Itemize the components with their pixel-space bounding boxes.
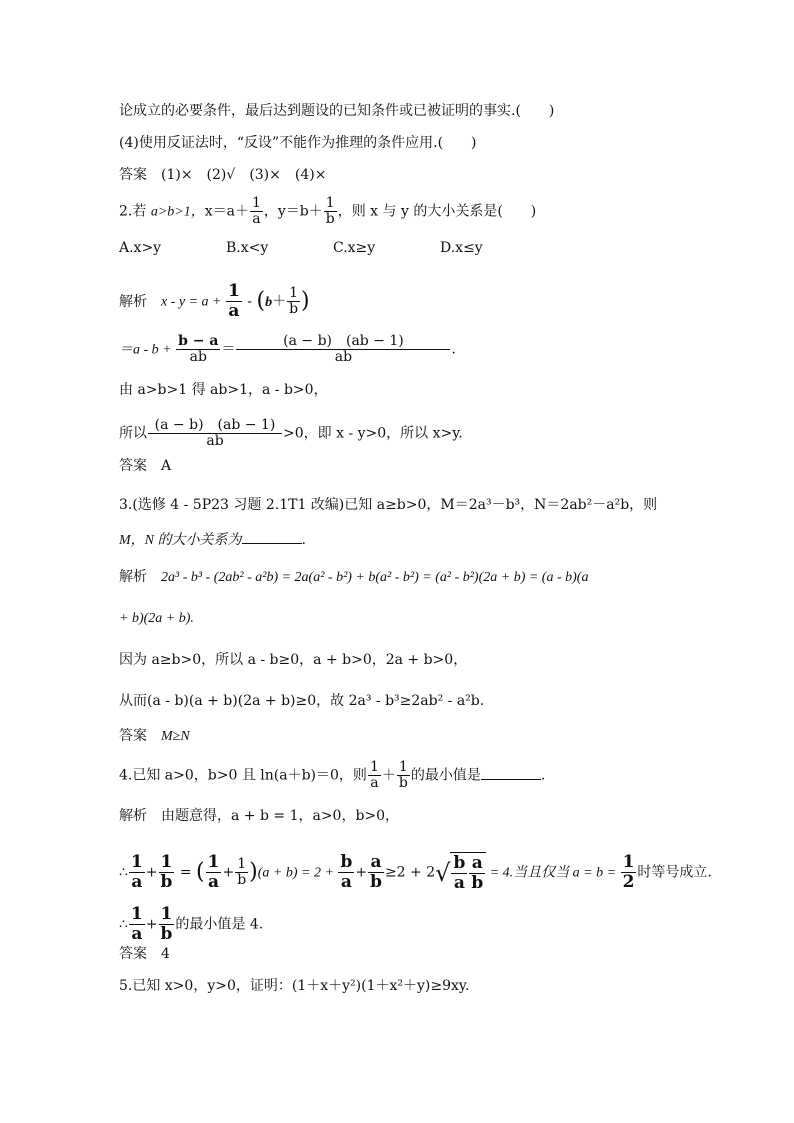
fraction: $\frac{1}{b}$	[398, 759, 408, 791]
q2-y-eq: ，y＝b＋	[263, 203, 323, 220]
text-line: (4)使用反证法时，“反设”不能作为推理的条件应用.( )	[119, 135, 477, 151]
fraction: $\frac{1}{b}$	[160, 904, 173, 944]
q4-solution-3: ∴ $\frac{1}{a}$ + $\frac{1}{b}$ 的最小值是 4.	[119, 904, 264, 944]
q2-options	[119, 238, 547, 258]
option-b: B.x<y	[226, 240, 269, 256]
fraction: $\frac{b}{a}$	[340, 852, 353, 892]
solution-label: 解析	[119, 293, 147, 310]
fraction: $\frac{1}{a}$	[251, 195, 261, 227]
text-line: 论成立的必要条件，最后达到题设的已知条件或已被证明的事实.( )	[119, 103, 555, 119]
answer-text: M≥N	[161, 729, 190, 744]
q2-solution-1: 解析 x - y = a + $\frac{1}{a}$ - (b＋ $\frac{1}{b}$ )	[119, 281, 310, 321]
answer-label: 答案	[119, 946, 147, 962]
q3-solution-1: 解析 2a³ - b³ - (2ab² - a²b) = 2a(a² - b²) + b(a² - b²) = (a² - b²)(2a + b) = (a - b)(a	[119, 569, 589, 585]
q2-x-eq: x＝a＋	[204, 203, 249, 220]
q4-solution-2: ∴ $\frac{1}{a}$ + $\frac{1}{b}$ = ( $\frac{1}{a}$ + $\frac{1}{b}$ )(a + b) = 2 + $\frac{b}{a}$ + $\frac{a}{b}$ ≥2 + 2√ $\frac{b}{a}$ $\frac{a}{b}$ = 4.当且仅当 a = b = $\frac{1}{2}$ 时等号成立.	[119, 852, 712, 893]
fraction: $\frac{1}{a}$	[130, 852, 143, 892]
question-4: 4.已知 a>0，b>0 且 ln(a＋b)＝0，则 $\frac{1}{a}$ ＋ $\frac{1}{b}$ 的最小值是 .	[119, 759, 546, 791]
solution-label: 解析	[119, 808, 147, 824]
q3-solution-2: + b)(2a + b).	[119, 611, 194, 626]
answer-label: 答案	[119, 167, 147, 183]
question-3-line-2: M，N 的大小关系为 .	[119, 529, 306, 551]
q2-solution-2: ＝a - b + $\frac{b - a}{ab}$ ＝ $\frac{(a - b) (ab - 1)}{ab}$ .	[119, 333, 456, 365]
question-5: 5.已知 x>0，y>0，证明：(1＋x＋y²)(1＋x²＋y)≥9xy.	[119, 978, 470, 994]
sqrt: √ $\frac{b}{a}$ $\frac{a}{b}$	[435, 852, 486, 893]
answer-line	[119, 456, 171, 476]
answer-line	[119, 726, 190, 747]
fraction: $\frac{b - a}{ab}$	[178, 333, 219, 365]
answer-text: 4	[161, 946, 170, 962]
q3-solution-3: 因为 a≥b>0，所以 a - b≥0，a + b>0，2a + b>0，	[119, 652, 468, 668]
fraction: $\frac{1}{b}$	[160, 852, 173, 892]
fraction: $\frac{(a - b) (ab - 1)}{ab}$	[148, 418, 282, 449]
q3-solution-4: 从而(a - b)(a + b)(2a + b)≥0，故 2a³ - b³≥2ab² - a²b.	[119, 693, 485, 709]
fraction: $\frac{1}{2}$	[622, 852, 635, 892]
fraction: $\frac{1}{a}$	[369, 759, 379, 791]
answer-label: 答案	[119, 728, 147, 744]
question-3: 3.(选修 4 - 5P23 习题 2.1T1 改编)已知 a≥b>0，M＝2a³－b³，N＝2ab²－a²b，则	[119, 497, 658, 513]
option-a: A.x>y	[119, 240, 162, 256]
fraction: $\frac{1}{b}$	[325, 195, 335, 227]
fraction: $\frac{1}{a}$	[207, 852, 220, 892]
option-c: C.x≥y	[333, 240, 376, 256]
fraction: $\frac{a}{b}$	[370, 852, 382, 892]
answer-blank	[242, 529, 302, 544]
fraction: $\frac{1}{a}$	[227, 281, 240, 321]
answer-line	[119, 165, 326, 185]
answer-text: A	[161, 458, 172, 474]
solution-label: 解析	[119, 569, 147, 585]
answer-blank	[481, 765, 541, 780]
fraction: $\frac{(a - b) (ab - 1)}{ab}$	[236, 334, 450, 365]
q2-tail: ，则 x 与 y 的大小关系是( )	[337, 203, 537, 220]
option-d: D.x≤y	[440, 240, 483, 256]
answer-text: (1)× (2)√ (3)× (4)×	[161, 167, 327, 183]
answer-label: 答案	[119, 458, 147, 474]
answer-line	[119, 944, 170, 964]
question-2	[119, 196, 536, 227]
fraction: $\frac{1}{b}$	[237, 856, 247, 888]
q2-number: 2.若	[119, 203, 151, 220]
fraction: $\frac{1}{b}$	[289, 285, 299, 317]
q2-solution-4: 所以 $\frac{(a - b) (ab - 1)}{ab}$ >0，即 x - y>0，所以 x>y.	[119, 417, 463, 449]
fraction: $\frac{1}{a}$	[130, 904, 143, 944]
q4-solution-1: 解析 由题意得，a + b = 1，a>0，b>0，	[119, 808, 400, 824]
q2-solution-3: 由 a>b>1 得 ab>1，a - b>0，	[119, 382, 328, 398]
q2-condition: a>b>1，	[150, 204, 205, 220]
